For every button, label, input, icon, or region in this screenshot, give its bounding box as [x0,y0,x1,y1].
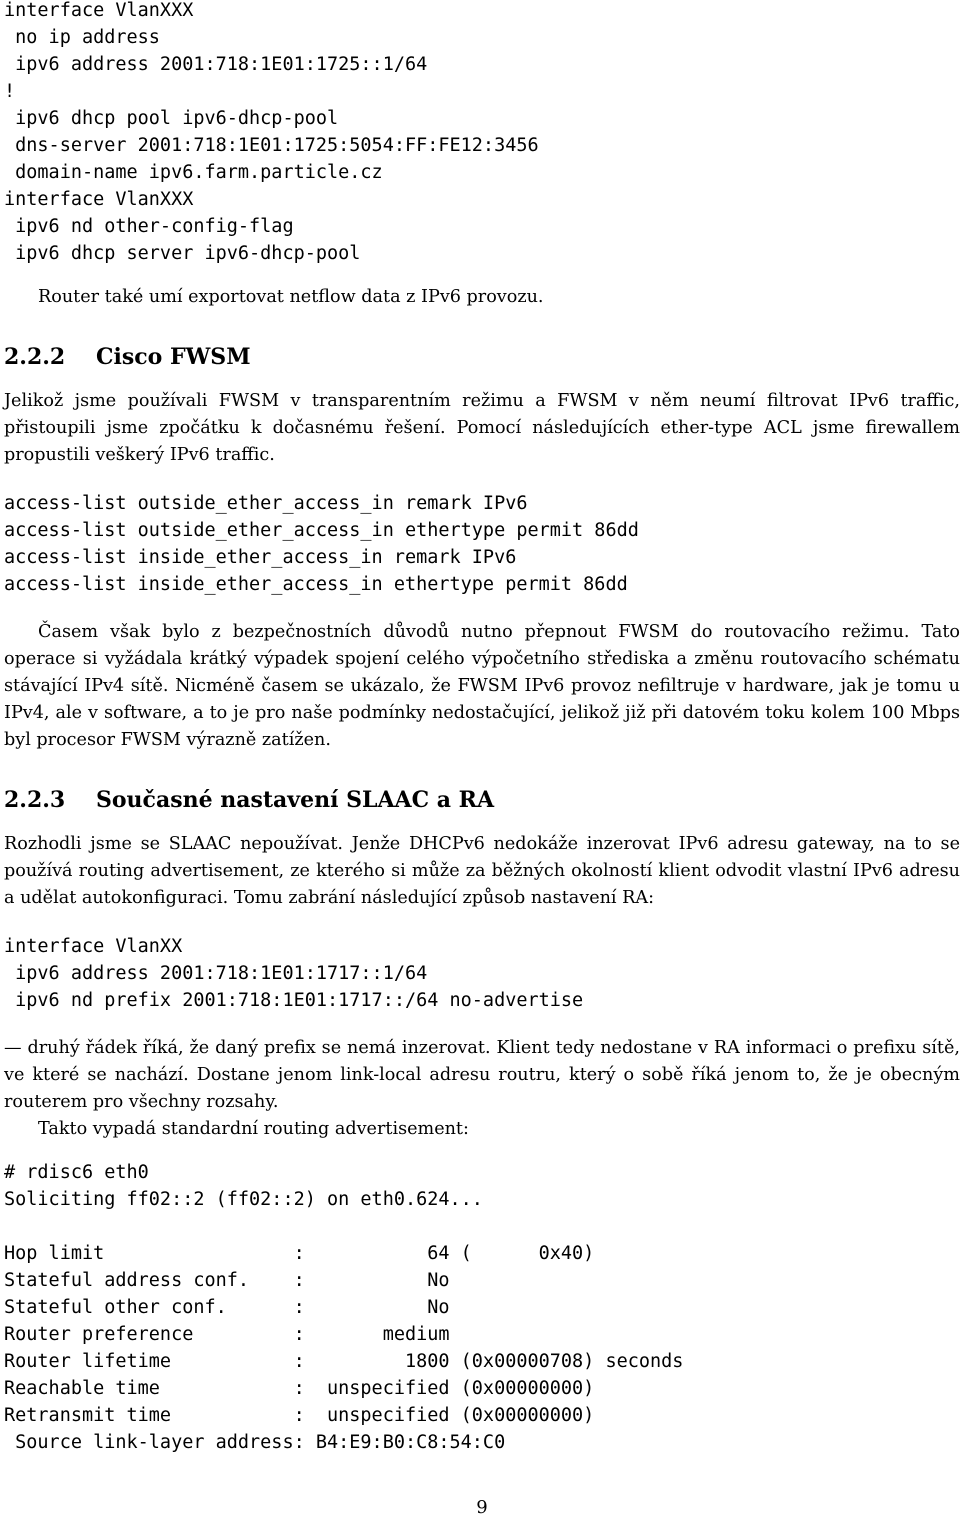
section-number: 2.2.3 [4,787,66,813]
code-block-vlan-dhcp: interface VlanXXX no ip address ipv6 address 2001:718:1E01:1725::1/64 ! ipv6 dhcp pool ipv6-dhcp-pool dns-server 2001:718:1E01:1725:5054:FF:FE12:3456 domain-name ipv6.farm.particle.cz interface VlanXXX ipv6 nd other-config-flag ipv6 dhcp server ipv6-dhcp-pool [4,0,539,264]
paragraph-slaac: Rozhodli jsme se SLAAC nepoužívat. Jenže DHCPv6 nedokáže inzerovat IPv6 adresu gateway, na to se používá routing advertisement, ze kterého si může za běžných okolností klient odvodit vlastní IPv6 adresu a udělat autokonfiguraci. Tomu zabrání následující způsob nastavení RA: [4,834,960,908]
code-block-access-list: access-list outside_ether_access_in remark IPv6 access-list outside_ether_access_in ethertype permit 86dd access-list inside_ether_access_in remark IPv6 access-list inside_ether_access_in ethertype permit 86dd [4,493,639,595]
section-heading-slaac-ra [4,786,494,814]
code-block-vlan-prefix: interface VlanXX ipv6 address 2001:718:1E01:1717::1/64 ipv6 nd prefix 2001:718:1E01:1717::/64 no-advertise [4,936,584,1011]
section-title: Současné nastavení SLAAC a RA [96,787,495,813]
paragraph-fwsm-routing: Časem však bylo z bezpečnostních důvodů nutno přepnout FWSM do routovacího režimu. Tato operace si vyžádala krátký výpadek spojení celého výpočetního střediska a změnu routovacího schématu stávající IPv4 sítě. Nicméně časem se ukázalo, že FWSM IPv6 provoz nefiltruje v hardware, jak je tomu u IPv4, ale v software, a to je pro naše podmínky nedostačující, jelikož již při datovém toku kolem 100 Mbps byl procesor FWSM výrazně zatížen. [4,622,960,750]
section-number: 2.2.2 [4,344,66,370]
code-block-rdisc6: # rdisc6 eth0 Soliciting ff02::2 (ff02::2) on eth0.624... [4,1162,483,1210]
page-number: 9 [476,1497,488,1518]
section-heading-cisco-fwsm [4,343,251,371]
paragraph-ra-intro: Takto vypadá standardní routing advertisement: [38,1119,469,1139]
paragraph-router-netflow: Router také umí exportovat netflow data z IPv6 provozu. [38,287,544,307]
paragraph-fwsm-transparent: Jelikož jsme používali FWSM v transparentním režimu a FWSM v něm neumí filtrovat IPv6 traffic, přistoupili jsme zpočátku k dočasnému řešení. Pomocí následujících ether-type ACL jsme firewallem propustili veškerý IPv6 traffic. [4,391,960,465]
section-title: Cisco FWSM [96,344,251,370]
code-block-ra-output: Hop limit : 64 ( 0x40) Stateful address conf. : No Stateful other conf. : No Router preference : medium Router lifetime : 1800 (0x00000708) seconds Reachable time : unspecified (0x00000000) Retransmit time : unspecified (0x00000000) Source link-layer address: B4:E9:B0:C8:54:C0 [4,1243,684,1453]
paragraph-no-advertise: — druhý řádek říká, že daný prefix se nemá inzerovat. Klient tedy nedostane v RA informaci o prefixu sítě, ve které se nachází. Dostane jenom link-local adresu routru, který o sobě říká jenom to, že je obecným routerem pro všechny rozsahy. [4,1038,960,1112]
